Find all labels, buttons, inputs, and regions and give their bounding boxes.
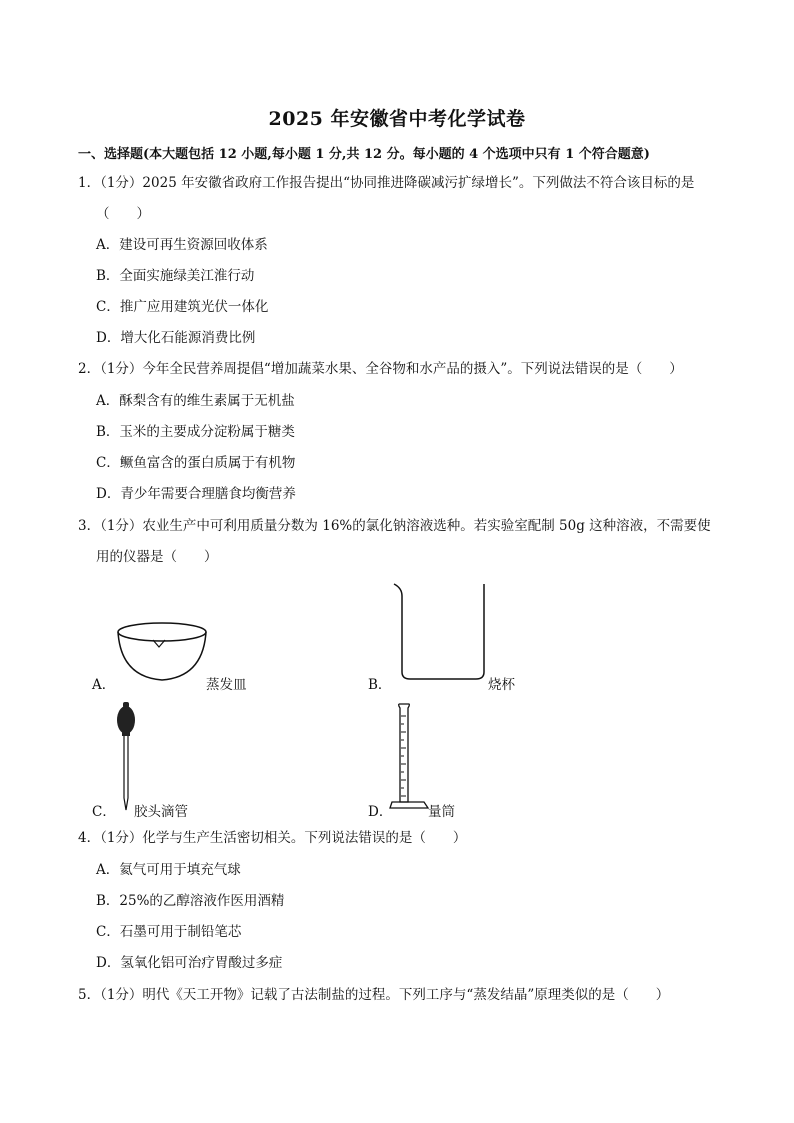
question-text: （1分）明代《天工开物》记载了古法制盐的过程。下列工序与“蒸发结晶”原理类似的是（ ） xyxy=(100,987,670,1003)
question-3 xyxy=(78,517,711,535)
question-number: 4． xyxy=(78,830,101,846)
question-2-option-b: B．玉米的主要成分淀粉属于糖类 xyxy=(96,424,295,440)
question-4-option-d: D．氢氧化铝可治疗胃酸过多症 xyxy=(96,955,283,971)
question-1-option-b: B．全面实施绿美江淮行动 xyxy=(96,268,255,284)
question-3-continuation: 用的仪器是（ ） xyxy=(96,549,218,565)
question-4 xyxy=(78,829,466,847)
option-a-name: 蒸发皿 xyxy=(206,677,247,693)
graduated-cylinder-icon xyxy=(390,702,430,814)
question-number: 3． xyxy=(78,518,101,534)
question-1-option-c: C．推广应用建筑光伏一体化 xyxy=(96,299,269,315)
evaporating-dish-icon xyxy=(117,622,209,684)
question-4-option-b: B．25%的乙醇溶液作医用酒精 xyxy=(96,893,285,909)
question-text: （1分）今年全民营养周提倡“增加蔬菜水果、全谷物和水产品的摄入”。下列说法错误的是（ ） xyxy=(100,361,683,377)
question-1-option-a: A．建设可再生资源回收体系 xyxy=(96,237,268,253)
question-text: （1分）化学与生产生活密切相关。下列说法错误的是（ ） xyxy=(100,830,467,846)
option-a-letter: A． xyxy=(92,677,116,693)
question-1 xyxy=(78,174,694,192)
question-number: 1． xyxy=(78,175,101,191)
dropper-icon xyxy=(114,702,138,812)
option-c-letter: C． xyxy=(92,804,116,820)
option-d-letter: D． xyxy=(368,804,393,820)
question-4-option-a: A．氦气可用于填充气球 xyxy=(96,862,241,878)
question-1-option-d: D．增大化石能源消费比例 xyxy=(96,330,256,346)
question-1-answer-blank: （ ） xyxy=(96,206,150,222)
question-text: （1分）2025 年安徽省政府工作报告提出“协同推进降碳减污扩绿增长”。下列做法不符合该目标的是 xyxy=(100,175,695,191)
question-number: 2． xyxy=(78,361,101,377)
question-4-option-c: C．石墨可用于制铅笔芯 xyxy=(96,924,242,940)
option-b-name: 烧杯 xyxy=(488,677,515,693)
question-5 xyxy=(78,986,669,1004)
beaker-icon xyxy=(390,582,490,682)
option-b-letter: B． xyxy=(368,677,392,693)
question-2 xyxy=(78,360,683,378)
option-c-name: 胶头滴管 xyxy=(134,804,188,820)
question-2-option-c: C．鳜鱼富含的蛋白质属于有机物 xyxy=(96,455,296,471)
option-d-name: 量筒 xyxy=(428,804,455,820)
page-title: 2025 年安徽省中考化学试卷 xyxy=(268,108,526,130)
question-text: （1分）农业生产中可利用质量分数为 16%的氯化钠溶液选种。若实验室配制 50g 这种溶液，不需要使 xyxy=(100,518,711,534)
question-2-option-a: A．酥梨含有的维生素属于无机盐 xyxy=(96,393,295,409)
question-number: 5． xyxy=(78,987,101,1003)
question-2-option-d: D．青少年需要合理膳食均衡营养 xyxy=(96,486,296,502)
section-heading: 一、选择题(本大题包括 12 小题,每小题 1 分,共 12 分。每小题的 4 个选项中只有 1 个符合题意) xyxy=(78,147,650,162)
